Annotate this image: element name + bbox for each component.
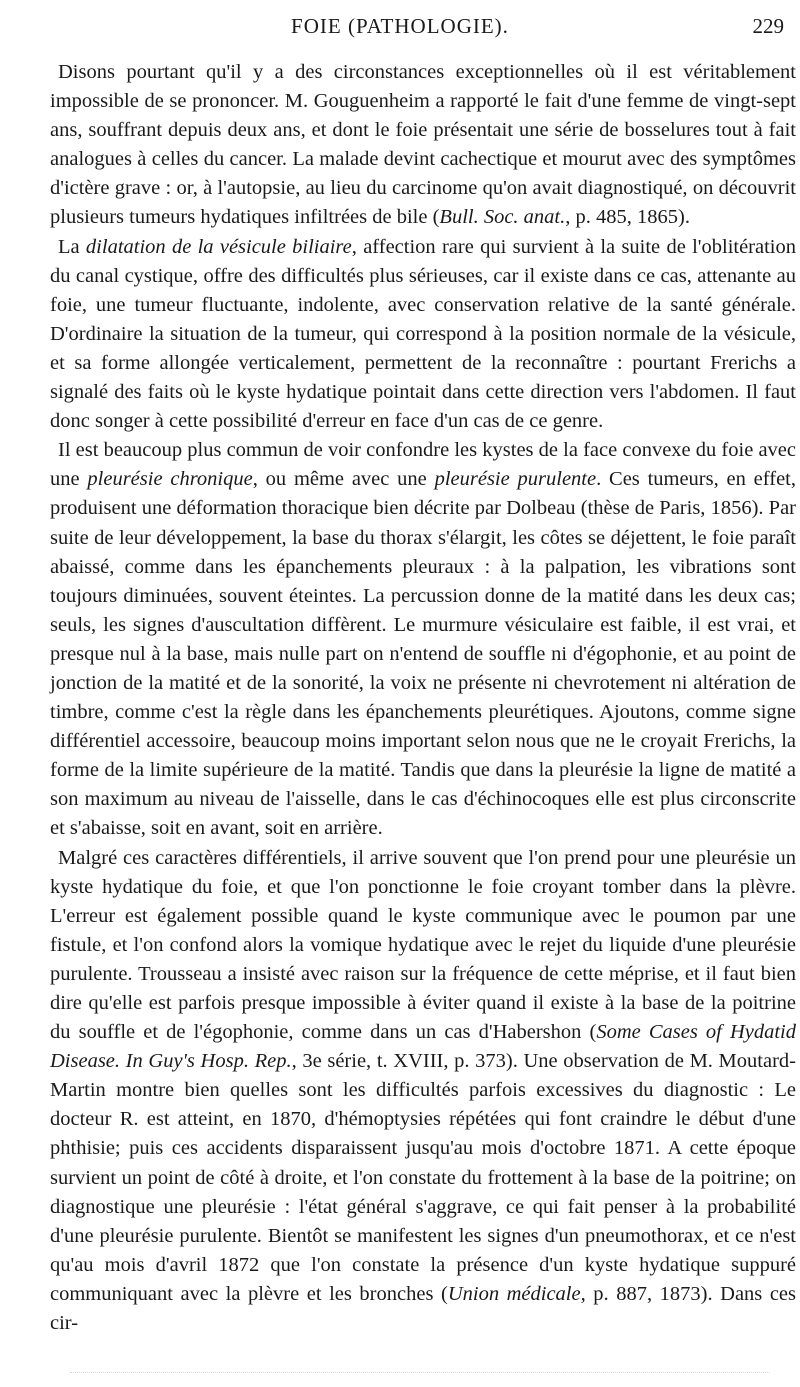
text-run: , p. 887, 1873). Dans ces cir- (50, 1282, 797, 1335)
running-title: FOIE (PATHOLOGIE). (291, 14, 509, 38)
text-run: , 3e série, t. XVIII, p. 373). Une observation de M. Moutard-Martin montre bien quelles sont les difficultés parfois excessives du diagnostic : Le docteur R. est atteint, en 1870, d'hémoptysies répétées qui font craindre le début d'une phthisie; puis ces accidents disparaissent jusqu'au mois d'octobre 1871. A cette époque survient un point de côté à droite, et l'on constate du frottement à la base de la poitrine; on diagnostique une pleurésie : l'état général s'aggrave, ce qui fait penser à la probabilité d'une pleurésie purulente. Bientôt se manifestent les signes d'un pneumothorax, et ce n'est qu'au mois d'avril 1872 que l'on constate la présence d'un kyste hydatique suppuré communiquant avec la plèvre et les bronches ( (50, 1050, 796, 1305)
text-run: Il est beaucoup plus commun de voir confondre les kystes de la face convexe du foie avec une (50, 439, 796, 491)
running-head (0, 14, 800, 44)
text-run: Disons pourtant qu'il y a des circonstances exceptionnelles où il est véritablement impossible de se prononcer. M. Gouguenheim a rapporté le fait d'une femme de vingt-sept ans, souffrant depuis deux ans, et dont le foie présentait une série de bosselures tout à fait analogues à celles du cancer. La malade devint cachectique et mourut avec des symptômes d'ictère grave : or, à l'autopsie, au lieu du carcinome qu'on avait diagnostiqué, on découvrit plusieurs tumeurs hydatiques infiltrées de bile ( (50, 61, 796, 229)
paragraph (50, 58, 796, 233)
italic-text: dilatation de la vésicule biliaire (85, 235, 352, 258)
paragraph (50, 233, 796, 437)
body-text (50, 58, 796, 1338)
text-run: , p. 485, 1865). (565, 206, 690, 229)
text-run: Malgré ces caractères différentiels, il arrive souvent que l'on prend pour une pleurésie un kyste hydatique du foie, et que l'on ponctionne le foie croyant tomber dans la plèvre. L'erreur est également possible quand le kyste communique avec le poumon par une fistule, et l'on confond alors la vomique hydatique avec le rejet du liquide d'une pleurésie purulente. Trousseau a insisté avec raison sur la fréquence de cette méprise, et il faut bien dire qu'elle est parfois presque impossible à éviter quand il existe à la base de la poitrine du souffle et de l'égophonie, comme dans un cas d'Habershon ( (50, 846, 796, 1044)
page-edge-noise (70, 1372, 770, 1377)
page-number: 229 (752, 14, 784, 38)
text-run: , affection rare qui survient à la suite de l'oblitération du canal cystique, offre des difficultés plus sérieuses, car il existe dans ce cas, attenante au foie, une tumeur fluctuante, indolente, avec conservation relative de la santé générale. D'ordinaire la situation de la tumeur, qui correspond à la position normale de la vésicule, et sa forme allongée verticalement, permettent de la reconnaître : pourtant Frerichs a signalé des faits où le kyste hydatique pointait dans cette direction vers l'abdomen. Il faut donc songer à cette possibilité d'erreur en face d'un cas de ce genre. (50, 235, 796, 433)
italic-text: Bull. Soc. anat. (439, 206, 566, 229)
italic-text: pleurésie purulente (434, 468, 597, 491)
paragraph (50, 844, 796, 1339)
italic-text: Union médicale (447, 1282, 581, 1305)
text-run: La (58, 235, 86, 258)
italic-text: Some Cases of Hydatid Disease. In Guy's Hosp. Rep. (50, 1021, 796, 1073)
text-run: . Ces tumeurs, en effet, produisent une déformation thoracique bien décrite par Dolbeau (thèse de Paris, 1856). Par suite de leur développement, la base du thorax s'élargit, les côtes se déjettent, le foie paraît abaissé, comme dans les épanchements pleuraux : à la palpation, les vibrations sont toujours diminuées, souvent éteintes. La percussion donne de la matité dans les deux cas; seuls, les signes d'auscultation diffèrent. Le murmure vésiculaire est faible, il est vrai, et presque nul à la base, mais nulle part on n'entend de souffle ni d'égophonie, et au point de jonction de la matité et de la sonorité, la voix ne présente ni chevrotement ni altération de timbre, comme c'est la règle dans les épanchements pleurétiques. Ajoutons, comme signe différentiel accessoire, beaucoup moins important selon nous que ne le croyait Frerichs, la forme de la limite supérieure de la matité. Tandis que dans la pleurésie la ligne de matité a son maximum au niveau de l'aisselle, dans le cas d'échinocoques elle est plus circonscrite et s'abaisse, soit en avant, soit en arrière. (50, 468, 796, 840)
italic-text: pleurésie chronique (87, 468, 253, 491)
paragraph (50, 436, 796, 843)
text-run: , ou même avec une (252, 468, 435, 491)
